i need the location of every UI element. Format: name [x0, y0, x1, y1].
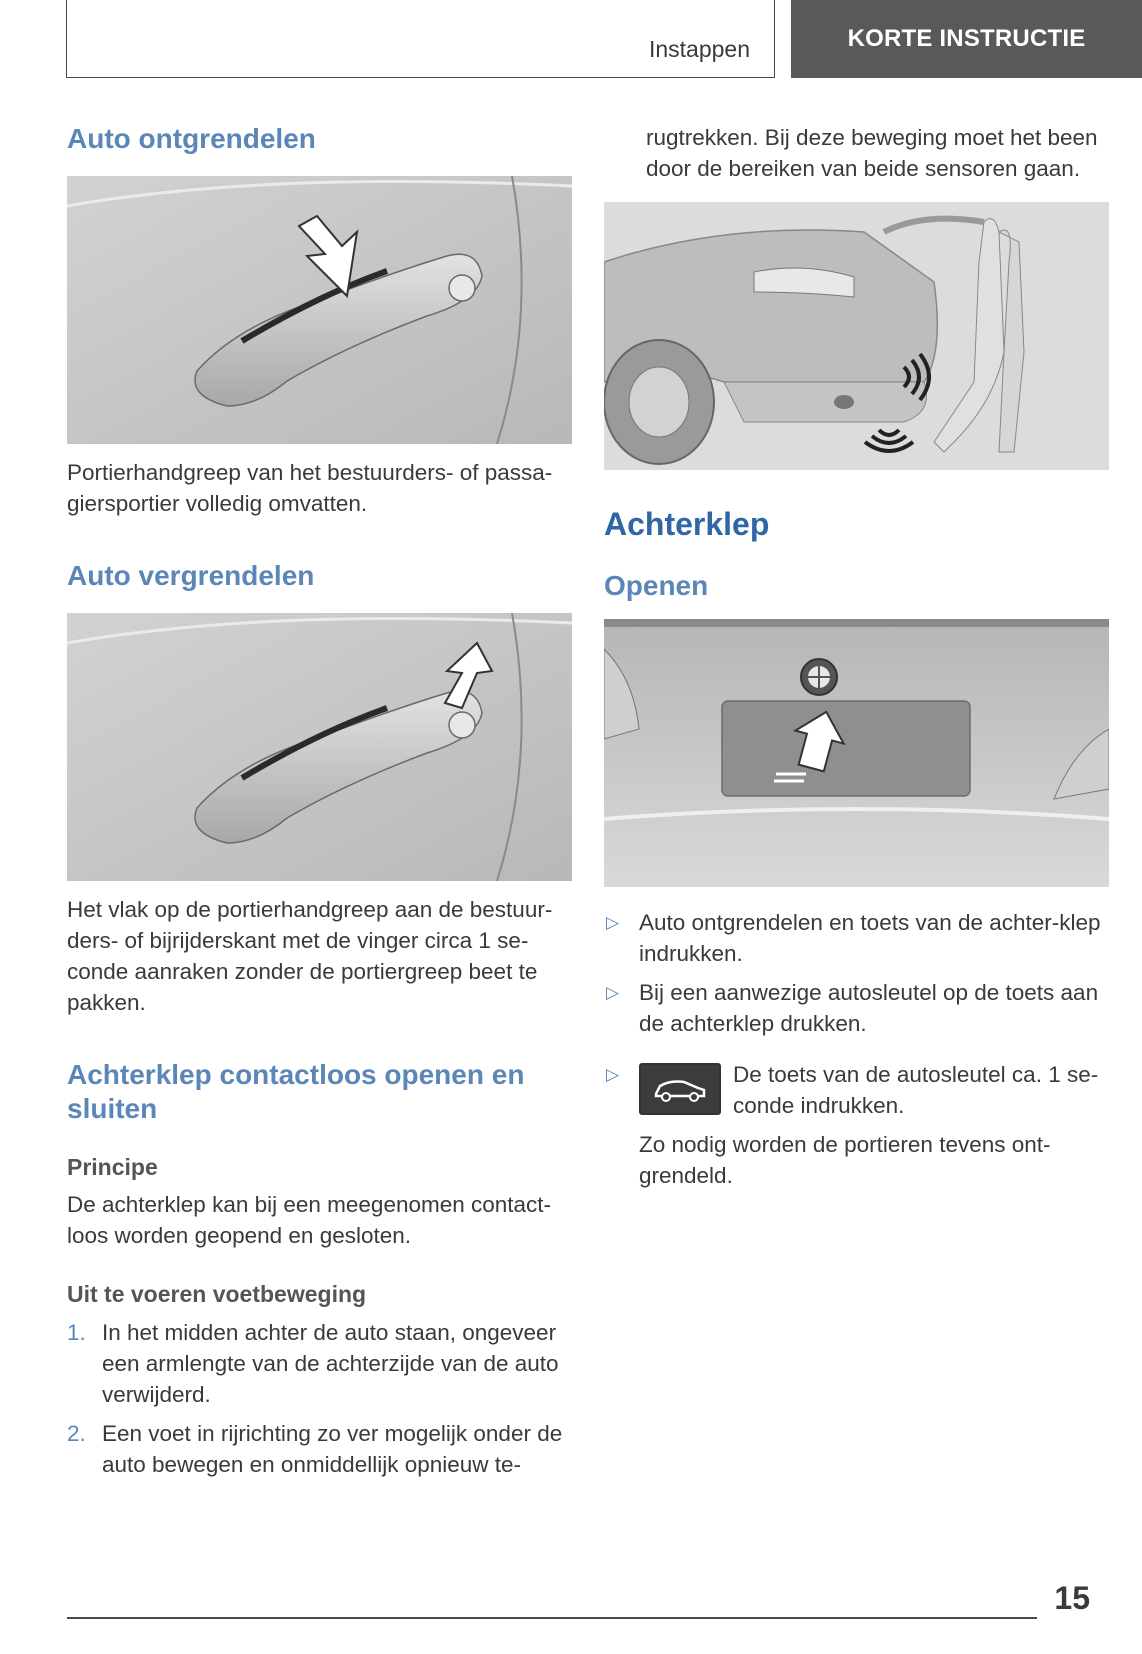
note-text: Zo nodig worden de portieren tevens ont-grendeld.: [639, 1132, 1051, 1188]
tailgate-button-figure: [604, 619, 1109, 887]
unlock-heading: Auto ontgrendelen: [67, 123, 316, 154]
list-item: [604, 977, 1114, 1039]
door-handle-unlock-figure: [67, 176, 572, 444]
triangle-bullet-icon: ▷: [606, 983, 620, 1002]
foot-sensor-illustration: [604, 202, 1109, 470]
lock-text: Het vlak op de portierhandgreep aan de bestuur-ders- of bijrijderskant met de vinger circa 1 se-conde aanraken zonder de portiergreep beet te pakken.: [67, 897, 553, 1015]
car-tailgate-key-icon: [639, 1063, 721, 1115]
open-heading: Openen: [604, 570, 709, 601]
right-column: [604, 122, 1114, 1191]
movement-steps: [67, 1317, 572, 1480]
header-box: [66, 0, 775, 78]
triangle-bullet-icon: ▷: [606, 913, 620, 932]
bullet-text: Bij een aanwezige autosleutel op de toets aan de achterklep drukken.: [639, 980, 1099, 1036]
list-item: [604, 1059, 1114, 1121]
principle-heading: Principe: [67, 1154, 158, 1180]
unlock-text: Portierhandgreep van het bestuurders- of passa-giersportier volledig omvatten.: [67, 460, 553, 516]
tailgate-heading: Achterklep: [604, 506, 770, 542]
movement-heading: Uit te voeren voetbeweging: [67, 1281, 367, 1307]
contactless-heading: Achterklep contactloos openen en sluiten: [67, 1059, 525, 1124]
list-item: [67, 1317, 572, 1410]
open-bullets: [604, 907, 1114, 1121]
list-item: [604, 907, 1114, 969]
list-item: [67, 1418, 572, 1480]
door-handle-unlock-illustration: [67, 176, 572, 444]
car-tailgate-glyph: [650, 1074, 710, 1104]
bullet-text: Auto ontgrendelen en toets van de achter-klep indrukken.: [639, 910, 1101, 966]
key-row: [639, 1059, 1114, 1121]
tailgate-button-illustration: [604, 619, 1109, 887]
step-number: 1.: [67, 1320, 86, 1345]
triangle-bullet-icon: ▷: [606, 1065, 620, 1084]
foot-sensor-figure: [604, 202, 1109, 470]
step-text: In het midden achter de auto staan, ongeveer een armlengte van de achterzijde van de auto verwijderd.: [102, 1320, 559, 1407]
header-tab: KORTE INSTRUCTIE: [791, 0, 1142, 78]
key-bullet-text: De toets van de autosleutel ca. 1 se-conde indrukken.: [733, 1062, 1099, 1118]
footer-rule: [67, 1617, 1037, 1619]
continuation-text: rugtrekken. Bij deze beweging moet het been door de bereiken van beide sensoren gaan.: [646, 125, 1098, 181]
door-handle-lock-figure: [67, 613, 572, 881]
lock-heading: Auto vergrendelen: [67, 560, 315, 591]
header-section-title: Instappen: [648, 36, 750, 62]
page-number: 15: [1054, 1580, 1090, 1616]
principle-text: De achterklep kan bij een meegenomen contact-loos worden geopend en gesloten.: [67, 1192, 552, 1248]
step-number: 2.: [67, 1421, 86, 1446]
door-handle-lock-illustration: [67, 613, 572, 881]
step-text: Een voet in rijrichting zo ver mogelijk onder de auto bewegen en onmiddellijk opnieuw te-: [102, 1421, 563, 1477]
left-column: [67, 122, 572, 1488]
